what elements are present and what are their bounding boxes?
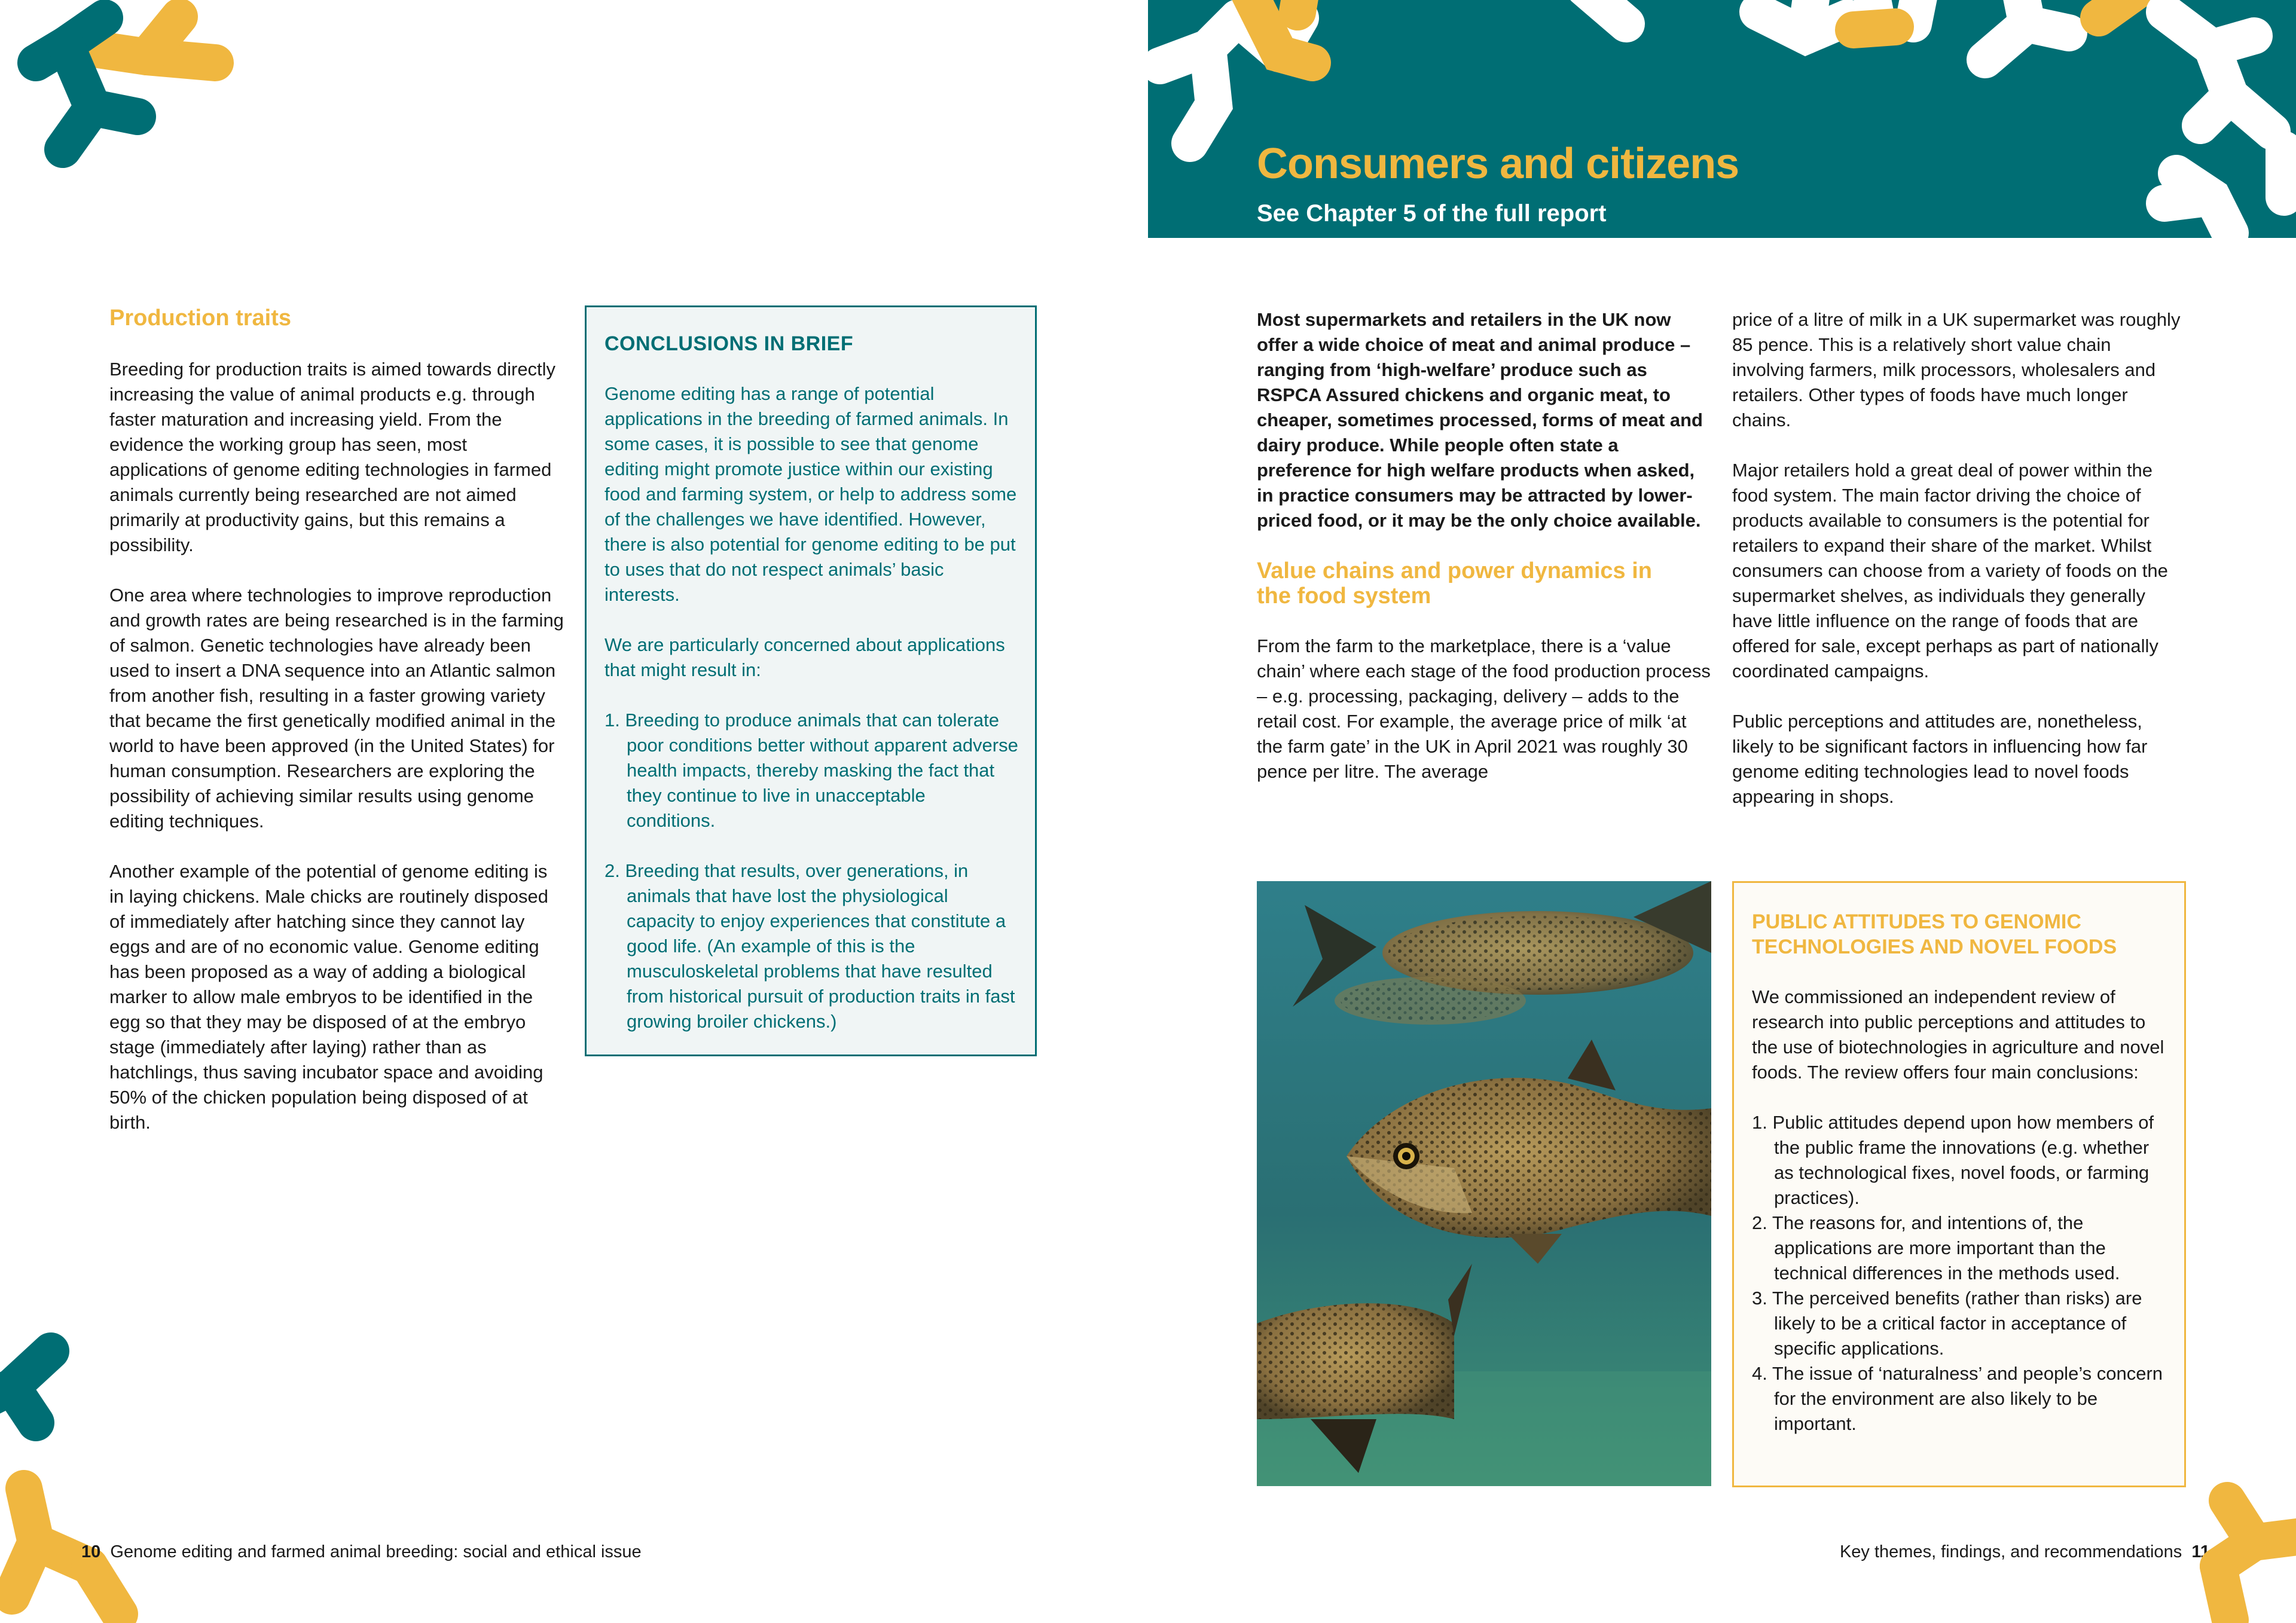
footer-right (1840, 1541, 2210, 1563)
list-item: 1. Breeding to produce animals that can tolerate poor conditions better without apparent adverse health impacts, thereby masking the fact that they continue to live in unacceptable conditions. (604, 710, 1018, 831)
chapter-title: Consumers and citizens (1257, 140, 1739, 188)
box-paragraph: We commissioned an independent review of research into public perceptions and attitudes to the use of biotechnologies in agriculture and novel foods. The review offers four main conclusions: (1752, 986, 2164, 1083)
conclusions-list (1752, 1110, 2169, 1436)
paragraph: price of a litre of milk in a UK supermarket was roughly 85 pence. This is a relatively short value chain involving farmers, milk processors, wholesalers and retailers. Other types of foods have much longer chains. (1732, 309, 2181, 430)
box-paragraph: We are particularly concerned about applications that might result in: (604, 634, 1005, 680)
chapter-subtitle: See Chapter 5 of the full report (1257, 200, 1607, 227)
intro-paragraph: Most supermarkets and retailers in the UK now offer a wide choice of meat and animal produce – ranging from ‘high-welfare’ produce such as RSPCA Assured chickens and organic meat, to cheaper, sometimes processed, forms of meat and dairy produce. While people often state a preference for high welfare products when asked, in practice consumers may be attracted by lower-priced food, or it may be the only choice available. (1257, 309, 1703, 531)
list-item: 4. The issue of ‘naturalness’ and people’s concern for the environment are also likely to be important. (1752, 1363, 2163, 1434)
list-item: 2. Breeding that results, over generations, in animals that have lost the physiological capacity to enjoy experiences that constitute a good life. (An example of this is the musculoskeletal problems that have resulted from historical pursuit of production traits in fast growing broiler chickens.) (604, 860, 1015, 1032)
paragraph: Major retailers hold a great deal of power within the food system. The main factor driving the choice of products available to consumers is the potential for retailers to expand their share of the market. Whilst consumers can choose from a variety of foods on the supermarket shelves, as individuals they generally have little influence on the range of foods that are offered for sale, except perhaps as part of nationally coordinated campaigns. (1732, 460, 2168, 681)
trout-illustration (1257, 881, 1711, 1486)
list-item: 2. The reasons for, and intentions of, the applications are more important than the technical differences in the methods used. (1752, 1212, 2120, 1283)
page-number: 11 (2191, 1542, 2210, 1561)
section-heading-production-traits: Production traits (109, 305, 292, 331)
public-attitudes-box (1732, 881, 2186, 1487)
molecule-decoration-bottom-left (0, 1315, 155, 1623)
concerns-list (604, 708, 1018, 1034)
paragraph: Breeding for production traits is aimed towards directly increasing the value of animal products e.g. through faster maturation and increasing yield. From the evidence the working group has seen, most applications of genome editing technologies in farmed animals currently being researched are not aimed primarily at productivity gains, but this remains a possibility. (109, 359, 556, 555)
molecule-decoration-top-left (0, 0, 251, 179)
paragraph: Public perceptions and attitudes are, nonetheless, likely to be significant factors in influencing how far genome editing technologies lead to novel foods appearing in shops. (1732, 711, 2148, 807)
box-title: PUBLIC ATTITUDES TO GENOMIC TECHNOLOGIES AND NOVEL FOODS (1752, 910, 2117, 958)
left-column-text (109, 357, 564, 1160)
paragraph: One area where technologies to improve reproduction and growth rates are being researched is in the farming of salmon. Genetic technologies have already been used to insert a DNA sequence into an Atlantic salmon from another fish, resulting in a faster growing variety that became the first genetically modified animal in the world to have been approved (in the United States) for human consumption. Researchers are exploring the possibility of achieving similar results using genome editing techniques. (109, 585, 564, 832)
box-paragraph: Genome editing has a range of potential applications in the breeding of farmed animals. In some cases, it is possible to see that genome editing might promote justice within our existing food and farming system, or help to address some of the challenges we have identified. However, there is also potential for genome editing to be put to uses that do not respect animals’ basic interests. (604, 383, 1017, 605)
trout-photo (1257, 881, 1711, 1486)
list-item: 3. The perceived benefits (rather than risks) are likely to be a critical factor in acceptance of specific applications. (1752, 1288, 2142, 1359)
conclusions-in-brief-box (585, 305, 1037, 1056)
paragraph: Another example of the potential of genome editing is in laying chickens. Male chicks are routinely disposed of immediately after hatching since they cannot lay eggs and are of no economic value. Genome editing has been proposed as a way of adding a biological marker to allow male embryos to be identified in the egg so that they may be disposed of at the embryo stage (immediately after laying) rather than as hatchlings, thus saving incubator space and avoiding 50% of the chicken population being disposed of at birth. (109, 861, 549, 1133)
footer-left (81, 1541, 642, 1563)
paragraph: From the farm to the marketplace, there is a ‘value chain’ where each stage of the food production process – e.g. processing, packaging, delivery – adds to the retail cost. For example, the average price of milk ‘at the farm gate’ in the UK in April 2021 was roughly 30 pence per litre. The average (1257, 635, 1711, 782)
box-title: CONCLUSIONS IN BRIEF (604, 332, 854, 355)
right-column-2 (1732, 307, 2187, 835)
footer-title: Key themes, findings, and recommendations (1839, 1542, 2182, 1561)
right-column-1 (1257, 307, 1711, 809)
list-item: 1. Public attitudes depend upon how members of the public frame the innovations (e.g. whether as technological fixes, novel foods, or farming practices). (1752, 1112, 2154, 1208)
footer-title: Genome editing and farmed animal breeding: social and ethical issue (110, 1542, 642, 1561)
molecule-decoration-bottom-right (2164, 1477, 2296, 1623)
page-number: 10 (81, 1542, 101, 1561)
section-heading-value-chains: Value chains and power dynamics in the food system (1257, 558, 1652, 609)
